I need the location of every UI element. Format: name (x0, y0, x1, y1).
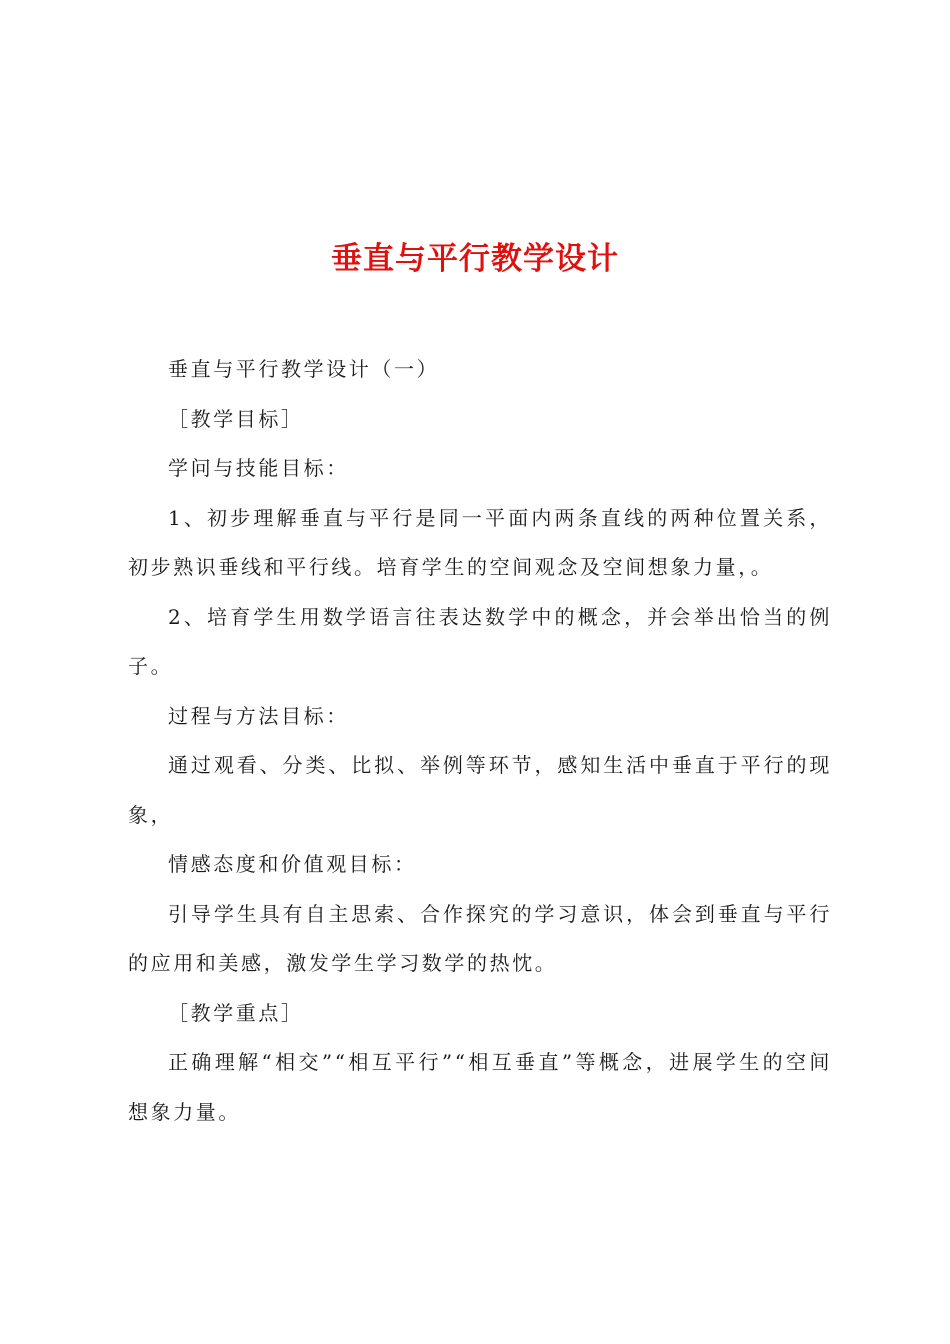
paragraph-process: 通过观看、分类、比拟、举例等环节，感知生活中垂直于平行的现象， (128, 753, 832, 827)
section-heading-goals: ［教学目标］ (168, 406, 304, 431)
subheading-emotion-values: 情感态度和价值观目标： (168, 852, 417, 876)
document-body (128, 345, 832, 1137)
paragraph-key-points: 正确理解“相交”“相互平行”“相互垂直”等概念，进展学生的空间想象力量。 (128, 1050, 832, 1124)
paragraph-goal-1: 1、初步理解垂直与平行是同一平面内两条直线的两种位置关系，初步熟识垂线和平行线。培育学生的空间观念及空间想象力量，。 (128, 505, 832, 579)
subheading-knowledge-skills: 学问与技能目标： (168, 456, 349, 480)
page-title: 垂直与平行教学设计 (331, 240, 619, 277)
paragraph-subtitle: 垂直与平行教学设计（一） (168, 357, 440, 381)
section-heading-key-points: ［教学重点］ (168, 1000, 304, 1025)
paragraph-goal-2: 2、培育学生用数学语言往表达数学中的概念，并会举出恰当的例子。 (128, 604, 832, 678)
subheading-process-method: 过程与方法目标： (168, 703, 349, 728)
paragraph-emotion: 引导学生具有自主思索、合作探究的学习意识，体会到垂直与平行的应用和美感，激发学生学习数学的热忱。 (128, 901, 832, 975)
